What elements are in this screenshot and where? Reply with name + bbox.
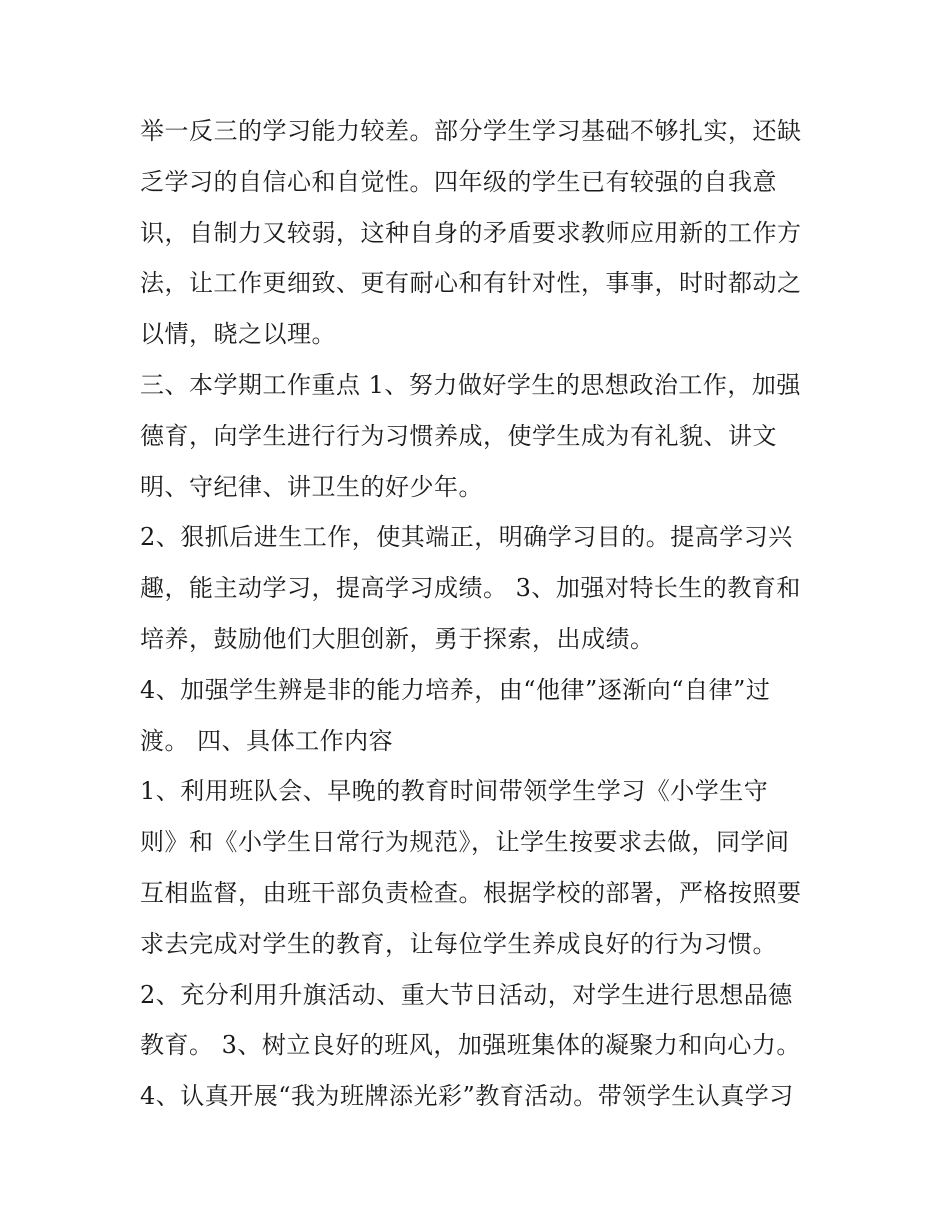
text-line: 乏学习的自信心和自觉性。四年级的学生已有较强的自我意 (140, 167, 777, 196)
text-line: 举一反三的学习能力较差。部分学生学习基础不够扎实，还缺 (140, 117, 802, 145)
text-line: 识，自制力又较弱，这种自身的矛盾要求教师应用新的工作方 (140, 218, 802, 247)
text-line: 明、守纪律、讲卫生的好少年。 (140, 472, 483, 501)
body-text (140, 106, 820, 1122)
text-line: 互相监督，由班干部负责检查。根据学校的部署，严格按照要 (140, 878, 802, 907)
text-line: 2、狠抓后进生工作，使其端正，明确学习目的。提高学习兴 (140, 523, 793, 552)
section-heading-line: 渡。 四、具体工作内容 (140, 726, 394, 755)
text-line: 则》和《小学生日常行为规范》，让学生按要求去做，同学间 (140, 828, 790, 857)
text-line: 教育。 3、树立良好的班风，加强班集体的凝聚力和向心力。 (140, 1031, 801, 1060)
text-line: 德育，向学生进行行为习惯养成，使学生成为有礼貌、讲文 (140, 421, 777, 450)
text-line: 1、利用班队会、早晚的教育时间带领学生学习《小学生守 (140, 777, 769, 806)
text-line: 4、认真开展“我为班牌添光彩”教育活动。带领学生认真学习 (140, 1082, 794, 1111)
text-line: 求去完成对学生的教育，让每位学生养成良好的行为习惯。 (140, 929, 777, 958)
section-heading-line: 三、本学期工作重点 1、努力做好学生的思想政治工作，加强 (140, 370, 801, 399)
text-line: 4、加强学生辨是非的能力培养，由“他律”逐渐向“自律”过 (140, 675, 771, 704)
text-line: 2、充分利用升旗活动、重大节日活动，对学生进行思想品德 (140, 980, 793, 1009)
text-line: 趣，能主动学习，提高学习成绩。 3、加强对特长生的教育和 (140, 574, 801, 603)
text-line: 以情，晓之以理。 (140, 320, 336, 349)
text-line: 培养，鼓励他们大胆创新，勇于探索，出成绩。 (140, 624, 655, 653)
text-line: 法，让工作更细致、更有耐心和有针对性，事事，时时都动之 (140, 269, 802, 298)
